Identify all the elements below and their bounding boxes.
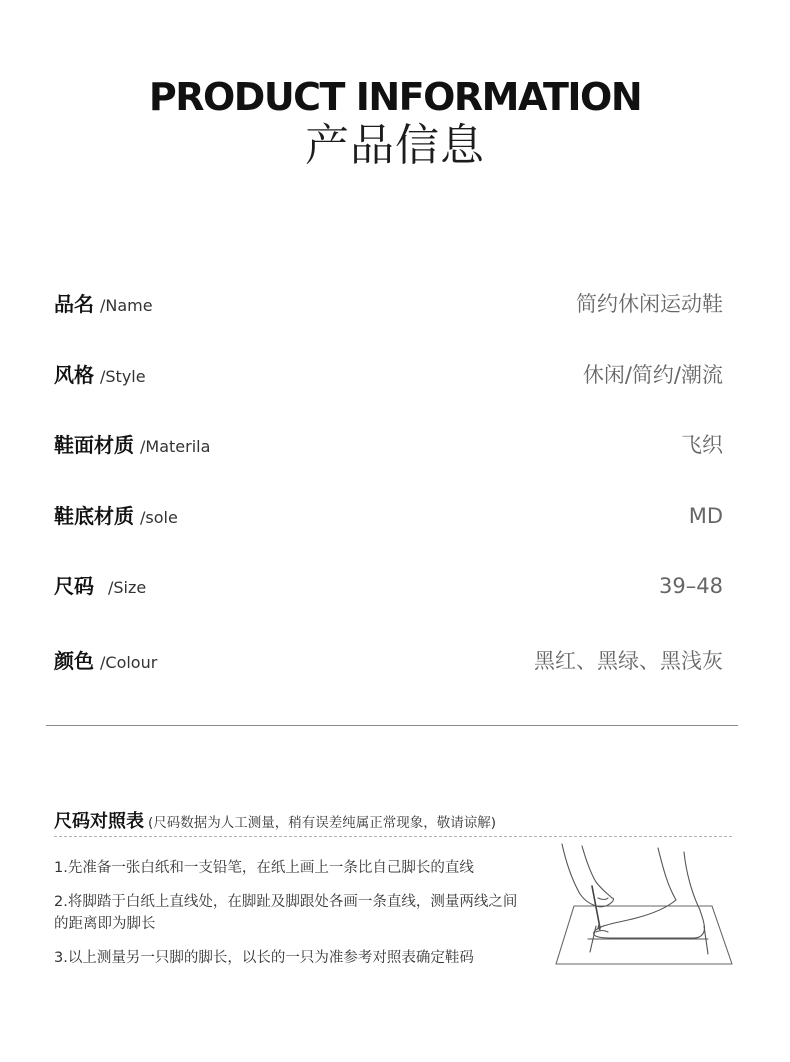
measure-step-3: 3.以上测量另一只脚的脚长，以长的一只为准参考对照表确定鞋码: [54, 950, 474, 966]
measure-step-2: 2.将脚踏于白纸上直线处，在脚趾及脚跟处各画一条直线，测量两线之间的距离即为脚长: [54, 894, 518, 932]
spec-value: 黑红、黑绿、黑浅灰: [534, 649, 723, 673]
spec-label-zh: 鞋面材质: [54, 433, 134, 457]
title-english: PRODUCT INFORMATION: [148, 75, 642, 119]
foot-measuring-illustration-icon: [536, 842, 736, 974]
spec-value: MD: [688, 504, 723, 528]
spec-label-en: /Colour: [100, 653, 158, 672]
spec-label: [54, 496, 178, 538]
spec-label-en: /Size: [108, 578, 147, 597]
spec-value: 39–48: [659, 574, 723, 598]
spec-label-zh: 鞋底材质: [54, 504, 134, 528]
spec-label-zh: 风格: [54, 363, 94, 387]
spec-label-en: /Style: [100, 367, 146, 386]
spec-label-en: /sole: [140, 508, 178, 527]
size-chart-title: 尺码对照表: [54, 811, 144, 832]
spec-label: [54, 641, 157, 683]
spec-label-zh: 品名: [54, 292, 94, 316]
spec-label: [54, 284, 153, 326]
spec-row-upper-material: [54, 425, 723, 465]
spec-label: [54, 566, 146, 608]
spec-value: 飞织: [681, 433, 723, 457]
spec-row-colour: [54, 641, 723, 681]
spec-row-name: [54, 284, 723, 324]
spec-label: [54, 425, 210, 467]
spec-value: 休闲/简约/潮流: [582, 363, 723, 387]
spec-label-zh: 尺码: [54, 574, 94, 598]
size-chart-note: (尺码数据为人工测量，稍有误差纯属正常现象，敬请谅解): [148, 815, 497, 831]
spec-label-zh: 颜色: [54, 649, 94, 673]
spec-label: [54, 355, 146, 397]
measure-step-1: 1.先准备一张白纸和一支铅笔，在纸上画上一条比自己脚长的直线: [54, 860, 474, 876]
spec-label-en: /Materila: [140, 437, 211, 456]
spec-row-style: [54, 355, 723, 395]
section-divider: [46, 725, 738, 726]
spec-label-en: /Name: [100, 296, 153, 315]
title-chinese: 产品信息: [305, 120, 485, 171]
spec-row-size: [54, 566, 723, 606]
size-chart-heading: [54, 808, 496, 837]
spec-row-sole-material: [54, 496, 723, 536]
dashed-divider: [54, 836, 732, 837]
spec-value: 简约休闲运动鞋: [576, 292, 723, 316]
